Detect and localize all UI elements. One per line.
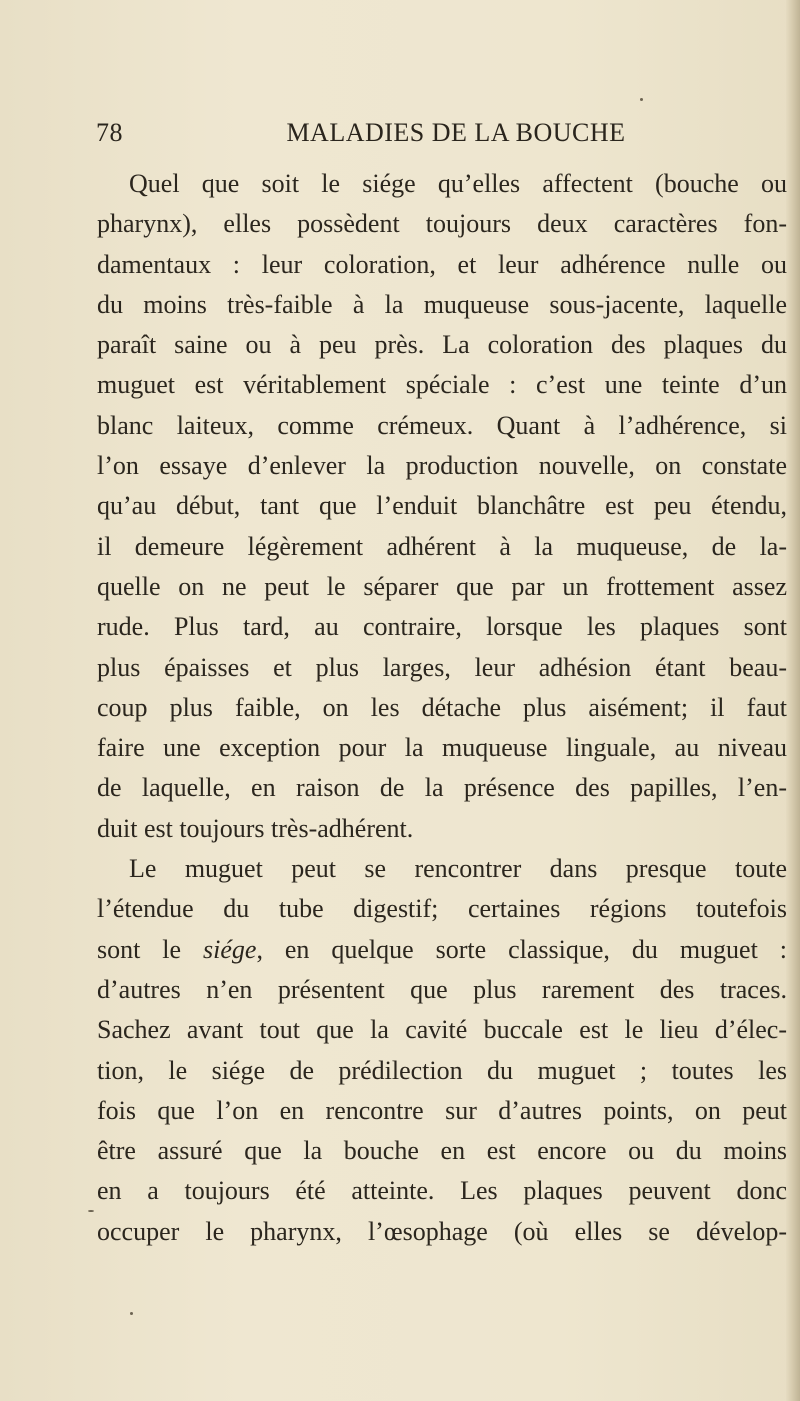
running-title: MALADIES DE LA BOUCHE [286,118,626,147]
text-line: fois que l’on en rencontre sur d’autres points, on peut [97,1095,787,1125]
paper-speck [640,98,643,101]
text-line: coup plus faible, on les détache plus aisément; il faut [97,692,787,722]
text-line: tion, le siége de prédilection du muguet ; toutes les [97,1055,787,1085]
paper-speck [130,1312,133,1315]
text-line: paraît saine ou à peu près. La coloration des plaques du [97,330,787,360]
text-line: damentaux : leur coloration, et leur adhérence nulle ou [97,249,787,279]
text-line: plus épaisses et plus larges, leur adhésion étant beau- [97,652,787,682]
text-line: de laquelle, en raison de la présence des papilles, l’en- [97,773,787,803]
italic-word: siége [203,934,257,964]
page-number: 78 [96,118,123,147]
text-line: faire une exception pour la muqueuse linguale, au niveau [97,733,787,763]
body-text [97,164,787,1252]
running-header [96,118,786,152]
text-line: blanc laiteux, comme crémeux. Quant à l’adhérence, si [97,410,787,440]
text-fragment: , en quelque sorte classique, du muguet : [256,934,787,964]
text-line: duit est toujours très-adhérent. [97,813,414,843]
text-line: en a toujours été atteinte. Les plaques peuvent donc [97,1176,787,1206]
text-line: il demeure légèrement adhérent à la muqueuse, de la- [97,531,787,561]
text-line: quelle on ne peut le séparer que par un frottement assez [97,571,787,601]
text-line: d’autres n’en présentent que plus rarement des traces. [97,974,787,1004]
text-line: l’on essaye d’enlever la production nouvelle, on constate [97,451,787,481]
text-fragment: sont le [97,934,204,964]
text-line: du moins très-faible à la muqueuse sous-jacente, laquelle [97,289,787,319]
text-line: pharynx), elles possèdent toujours deux caractères fon- [97,209,787,239]
text-line: rude. Plus tard, au contraire, lorsque les plaques sont [97,612,787,642]
text-line: muguet est véritablement spéciale : c’est une teinte d’un [97,370,787,400]
text-line: occuper le pharynx, l’œsophage (où elles se dévelop- [97,1216,787,1246]
text-line: Le muguet peut se rencontrer dans presque toute [129,854,787,884]
page-edge-shadow [786,0,800,1401]
text-line: l’étendue du tube digestif; certaines régions toutefois [97,894,787,924]
paper-speck [88,1210,94,1212]
text-line: Quel que soit le siége qu’elles affectent (bouche ou [129,169,787,198]
text-line-with-italic [97,930,787,970]
text-line: Sachez avant tout que la cavité buccale est le lieu d’élec- [97,1015,787,1045]
text-line: qu’au début, tant que l’enduit blanchâtre est peu étendu, [97,491,787,521]
text-line: être assuré que la bouche en est encore ou du moins [97,1136,787,1166]
